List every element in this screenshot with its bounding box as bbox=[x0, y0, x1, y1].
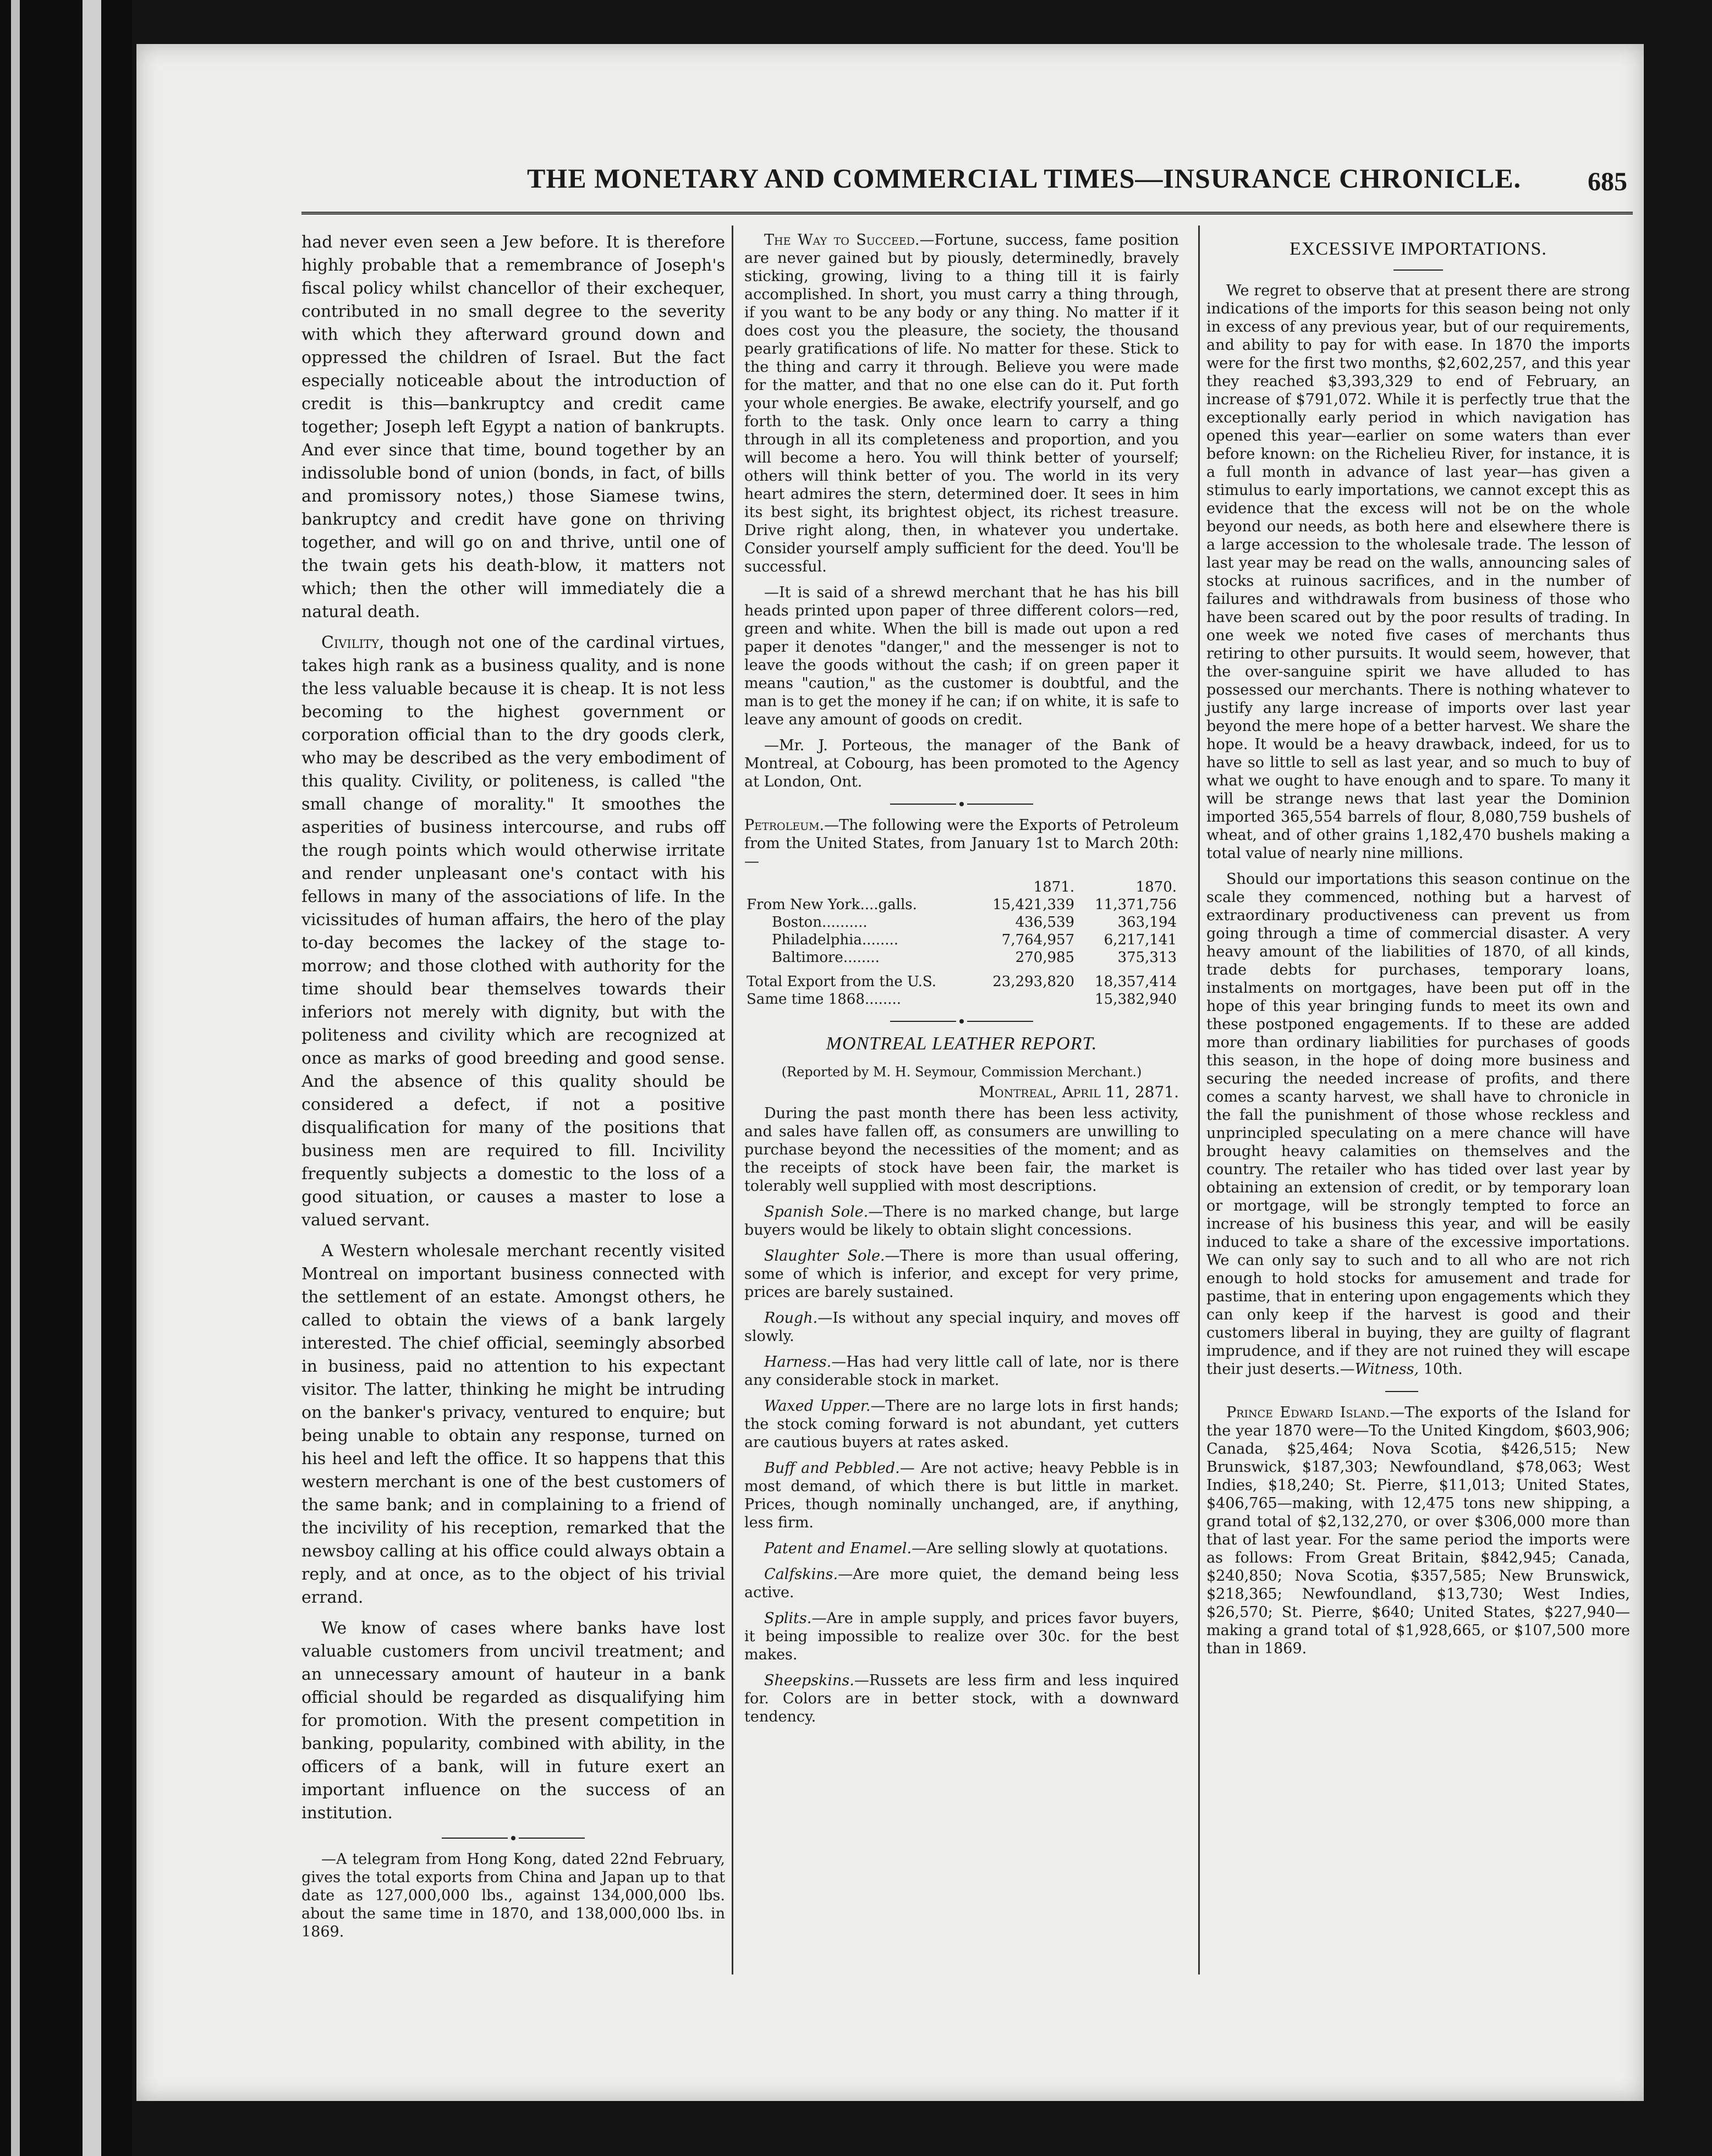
leather-item bbox=[744, 1565, 1179, 1602]
leather-item bbox=[744, 1203, 1179, 1239]
item-name: Rough. bbox=[764, 1310, 818, 1327]
section-divider bbox=[301, 1835, 725, 1840]
pei-lead: Prince Edward Island. bbox=[1226, 1404, 1390, 1421]
leather-item bbox=[744, 1539, 1179, 1558]
table-header-1870: 1870. bbox=[1135, 879, 1177, 895]
section-divider bbox=[744, 1018, 1179, 1024]
column-rule-2 bbox=[1198, 226, 1200, 1975]
item-text: —Has had very little call of late, nor is there any considerable stock in market. bbox=[744, 1354, 1179, 1389]
leather-intro: During the past month there has been less activity, and sales have fallen off, as consumers are unwilling to purchase beyond the necessities of the moment; and as the receipts of stock have been fair, the market is tolerably well supplied with most descriptions. bbox=[744, 1105, 1179, 1195]
row-label: Boston.......... bbox=[772, 914, 868, 931]
row-value-1871: 7,764,957 bbox=[1001, 932, 1075, 948]
article-western-merchant: A Western wholesale merchant recently visited Montreal on important business connected with the settlement of an estate. Amongst others, he called to obtain the views of a bank largely interested. The chief official, seemingly absorbed in business, paid no attention to his expectant visitor. The latter, thinking he might be intruding on the banker's privacy, ventured to enquire; but being unable to obtain any response, turned on his heel and left the office. It so happens that this western merchant is one of the best customers of the same bank; and in complaining to a friend of the incivility of his reception, remarked that the newsboy calling at his office could always obtain a reply, and at once, as to the object of his trivial errand. bbox=[301, 1241, 725, 1607]
importations-paragraph-2 bbox=[1206, 870, 1630, 1378]
article-bank-customers: We know of cases where banks have lost valuable customers from uncivil treatment; and an unnecessary amount of hauteur in a bank official should be regarded as disqualifying him for promotion. With the present competition in banking, popularity, combined with ability, in the officers of a bank, will in future exert an important influence on the success of an institution. bbox=[301, 1619, 725, 1823]
total-1871: 23,293,820 bbox=[992, 974, 1075, 990]
succeed-lead: The Way to Succeed. bbox=[764, 232, 920, 249]
table-row bbox=[744, 991, 1179, 1008]
leather-reporter: (Reported by M. H. Seymour, Commission Merchant.) bbox=[781, 1064, 1142, 1080]
column-rule-1 bbox=[732, 226, 733, 1975]
civility-lead: Civility, bbox=[321, 633, 385, 652]
item-name: Sheepskins. bbox=[764, 1672, 854, 1689]
total-1870: 18,357,414 bbox=[1095, 974, 1177, 990]
leather-item bbox=[744, 1609, 1179, 1664]
item-name: Waxed Upper. bbox=[764, 1398, 871, 1415]
row-value-1871: 270,985 bbox=[1015, 949, 1075, 966]
leather-item bbox=[744, 1247, 1179, 1301]
column-right bbox=[1206, 231, 1630, 2101]
item-text: —There is no marked change, but large buyers would be likely to obtain slight concessions. bbox=[744, 1203, 1179, 1239]
row-value-1870: 6,217,141 bbox=[1104, 932, 1177, 948]
row-value-1871: 436,539 bbox=[1015, 914, 1075, 931]
section-divider bbox=[1206, 1388, 1630, 1394]
petroleum-intro: —The following were the Exports of Petroleum from the United States, from January 1st to March 20th:— bbox=[744, 817, 1179, 870]
same-time-label: Same time 1868........ bbox=[747, 991, 901, 1008]
row-value-1870: 363,194 bbox=[1117, 914, 1177, 931]
same-time-value: 15,382,940 bbox=[1095, 991, 1177, 1008]
row-value-1870: 11,371,756 bbox=[1095, 897, 1177, 913]
leather-report-title: MONTREAL LEATHER REPORT. bbox=[826, 1033, 1098, 1054]
article-porteous: —Mr. J. Porteous, the manager of the Bank of Montreal, at Cobourg, has been promoted to the Agency at London, Ont. bbox=[744, 737, 1179, 790]
article-civility bbox=[301, 631, 725, 1232]
article-prince-edward-island bbox=[1206, 1404, 1630, 1658]
item-name: Harness. bbox=[764, 1354, 832, 1371]
table-row bbox=[744, 914, 1179, 931]
section-divider bbox=[744, 801, 1179, 806]
pei-text: —The exports of the Island for the year 1870 were—To the United Kingdom, $603,906; Canada, $25,464; Nova Scotia, $426,515; New Brunswick, $187,303; Newfoundland, $78,063; West Indies, $18,240; St. Pierre, $11,013; United States, $406,765—making, with 12,475 tons new shipping, a grand total of $2,132,270, or over $306,000 more than that of last year. For the same period the imports were as follows: From Great Britain, $842,945; Canada, $240,850; Nova Scotia, $357,585; New Brunswick, $218,365; Newfoundland, $13,730; West Indies, $26,570; St. Pierre, $640; United States, $227,940—making a grand total of $1,928,665, or $107,500 more than in 1869. bbox=[1206, 1404, 1630, 1657]
row-label: Baltimore........ bbox=[772, 949, 880, 966]
page-number: 685 bbox=[1588, 167, 1627, 196]
leather-item bbox=[744, 1309, 1179, 1345]
item-text: —Is without any special inquiry, and moves off slowly. bbox=[744, 1310, 1179, 1345]
row-value-1871: 15,421,339 bbox=[992, 897, 1075, 913]
petroleum-table bbox=[744, 878, 1179, 1008]
item-text: —Are more quiet, the demand being less active. bbox=[744, 1566, 1179, 1601]
title-rule bbox=[1393, 270, 1443, 271]
item-name: Patent and Enamel. bbox=[764, 1540, 912, 1557]
table-row bbox=[744, 949, 1179, 966]
film-edge-outer bbox=[11, 0, 20, 2156]
page-header bbox=[153, 162, 1627, 201]
civility-text: though not one of the cardinal virtues, takes high rank as a business quality, and is none the less valuable because it is cheap. It is not less becoming to the highest government or corporation official than to the dry goods clerk, who may be described as the very embodiment of this quality. Civility, or politeness, is called "the small change of morality." It smoothes the asperities of business intercourse, and rubs off the rough points which would otherwise irritate and render unpleasant one's contact with his fellows in many of the associations of life. In the vicissitudes of human affairs, the hero of the play to-day becomes the lackey of the stage to-morrow; and those clothed with authority for the time should bear themselves towards their inferiors not merely with dignity, but with the politeness and civility which are recognized at once as marks of good breeding and good sense. And the absence of this quality should be considered a defect, if not a positive disqualification for many of the positions that business men are required to fill. Incivility frequently subjects a domestic to the loss of a good situation, or causes a master to lose a valued servant. bbox=[301, 633, 725, 1230]
article-way-to-succeed bbox=[744, 231, 1179, 576]
article-shrewd-merchant: —It is said of a shrewd merchant that he has his bill heads printed upon paper of three different colors—red, green and white. When the bill is made out upon a red paper it denotes "danger," and the messenger is not to leave the goods without the cash; if on green paper it means "caution," as the customer is doubtful, and the man is to get the money if he can; if on white, it is safe to leave any amount of goods on credit. bbox=[744, 584, 1179, 728]
importations-source: Witness, bbox=[1354, 1361, 1419, 1378]
header-rule bbox=[301, 212, 1633, 218]
item-text: —There is more than usual offering, some of which is inferior, and except for very prime, prices are barely sustained. bbox=[744, 1247, 1179, 1301]
article-hong-kong-telegram: —A telegram from Hong Kong, dated 22nd February, gives the total exports from China and Japan up to that date as 127,000,000 lbs., against 134,000,000 lbs. about the same time in 1870, and 138,000,000 lbs. in 1869. bbox=[301, 1851, 725, 1940]
item-name: Spanish Sole. bbox=[764, 1203, 869, 1220]
table-header-row bbox=[744, 878, 1179, 896]
item-text: — Are not active; heavy Pebble is in most demand, of which there is but little in market. Prices, though nominally unchanged, are, if anything, less firm. bbox=[744, 1460, 1179, 1531]
table-row bbox=[744, 931, 1179, 949]
item-text: —Are selling slowly at quotations. bbox=[912, 1540, 1168, 1557]
film-margin bbox=[0, 0, 132, 2156]
newspaper-page bbox=[136, 44, 1644, 2101]
leather-item bbox=[744, 1671, 1179, 1726]
table-total-row bbox=[744, 966, 1179, 991]
leather-item bbox=[744, 1459, 1179, 1532]
film-edge bbox=[83, 0, 101, 2156]
article-credit-paragraph: had never even seen a Jew before. It is therefore highly probable that a remembrance of Joseph's fiscal policy whilst chancellor of their exchequer, contributed in no small degree to the severity with which they afterward ground down and oppressed the children of Israel. But the fact especially noticeable about the introduction of credit is this—bankruptcy and credit came together; Joseph left Egypt a nation of bankrupts. And ever since that time, bound together by an indissoluble bond of union (bonds, in fact, of bills and promissory notes,) those Siamese twins, bankruptcy and credit have gone on thriving together, and will go on and thrive, until one of the twain gets his death-blow, it matters not which; then the other will immediately die a natural death. bbox=[301, 233, 725, 622]
item-text: —Russets are less firm and less inquired for. Colors are in better stock, with a downward tendency. bbox=[744, 1672, 1179, 1725]
petroleum-lead: Petroleum. bbox=[744, 817, 825, 834]
excessive-importations-title: EXCESSIVE IMPORTATIONS. bbox=[1290, 239, 1547, 259]
total-label: Total Export from the U.S. bbox=[747, 974, 936, 990]
leather-item bbox=[744, 1397, 1179, 1451]
leather-item bbox=[744, 1353, 1179, 1389]
importations-paragraph-1: We regret to observe that at present there are strong indications of the imports for this season being not only in excess of any previous year, but of our requirements, and ability to pay for with ease. In 1870 the imports were for the first two months, $2,602,257, and this year they reached $3,393,329 to end of February, an increase of $791,072. While it is perfectly true that the exceptionally early period in which navigation has opened this year—earlier on some waters than ever before known: on the Richelieu River, for instance, it is a full month in advance of last year—has given a stimulus to early importations, we cannot except this as evidence that the excess will not be on the whole beyond our needs, as both here and elsewhere there is a large accession to the wholesale trade. The lesson of last year may be read on the walls, announcing sales of stocks at ruinous sacrifices, and in the number of failures and withdrawals from business of those who have been scared out by the poor results of trading. In one week we noted five cases of merchants thus retiring to other pursuits. It would seem, however, that the over-sanguine spirit we have alluded to has possessed our merchants. There is nothing whatever to justify any large increase of imports over last year beyond the mere hope of a better harvest. We share the hope. It would be a heavy drawback, indeed, for us to have so little to sell as last year, and so much to buy of what we ought to have enough and to spare. To many it will be strange news that last year the Dominion imported 365,554 barrels of flour, 8,080,759 bushels of wheat, and of other grains 1,182,470 bushels making a total value of nearly nine millions. bbox=[1206, 282, 1630, 862]
importations-text: Should our importations this season continue on the scale they commenced, nothing but a harvest of extraordinary productiveness can prevent us from going through a time of commercial disaster. A very heavy amount of the liabilities of 1870, of all kinds, trade debts for purchases, temporary loans, instalments on mortgages, have been put off in the hope of this year bringing funds to meet its own and these postponed engagements. If to these are added more than ordinary liabilities for purchases of goods this season, in the hope of doing more business and securing the needed increase of profits, and there comes a scanty harvest, we shall have to chronicle in the fall the punishment of those whose reckless and unprincipled speculating on a mere chance will have brought heavy calamities on themselves and the country. The retailer who has tided over last year by obtaining an extension of credit, or by temporary loan or mortgage, will be strongly tempted to force an increase of his business this year, and will be easily induced to take a share of the excessive importations. We can only say to such and to all who are not rich enough to hold stocks for amusement and trade for pastime, that in entering upon engagements which they can only keep if the harvest is good and their customers liberal in buying, they are guilty of flagrant imprudence, and if they are not ruined they will escape their just deserts.— bbox=[1206, 871, 1630, 1378]
masthead-title: THE MONETARY AND COMMERCIAL TIMES—INSURANCE CHRONICLE. bbox=[527, 163, 1522, 194]
table-header-1871: 1871. bbox=[1033, 879, 1075, 895]
row-label: From New York....galls. bbox=[747, 897, 917, 913]
leather-dateline: Montreal, April 11, 2871. bbox=[979, 1083, 1179, 1101]
item-text: —There are no large lots in first hands; the stock coming forward is not abundant, yet cutters are cautious buyers at rates asked. bbox=[744, 1398, 1179, 1451]
succeed-text: —Fortune, success, fame position are never gained but by piously, determinedly, bravely sticking, growing, living to a thing till it is fairly accomplished. In short, you must carry a thing through, if you want to be any body or any thing. No matter if it does cost you the pleasure, the society, the thousand pearly gratifications of life. No matter for these. Stick to the thing and carry it through. Believe you were made for the matter, and that no one else can do it. Put forth your whole energies. Be awake, electrify yourself, and go forth to the task. Only once learn to carry a thing through in all its completeness and proportion, and you will become a hero. You will think better of yourself; others will think better of you. The world in its very heart admires the stern, determined doer. It sees in him its best sight, its brightest object, its richest treasure. Drive right along, then, in whatever you undertake. Consider yourself amply sufficient for the deed. You'll be successful. bbox=[744, 232, 1179, 575]
row-label: Philadelphia........ bbox=[772, 932, 899, 948]
item-name: Slaughter Sole. bbox=[764, 1247, 885, 1264]
article-petroleum bbox=[744, 816, 1179, 871]
item-name: Splits. bbox=[764, 1610, 812, 1627]
item-text: —Are in ample supply, and prices favor buyers, it being impossible to realize over 30c. for the best makes. bbox=[744, 1610, 1179, 1663]
row-value-1870: 375,313 bbox=[1117, 949, 1177, 966]
item-name: Calfskins. bbox=[764, 1566, 838, 1583]
column-left bbox=[301, 231, 725, 1940]
table-row bbox=[744, 896, 1179, 914]
column-middle bbox=[744, 231, 1179, 2101]
importations-date: 10th. bbox=[1419, 1361, 1463, 1378]
item-name: Buff and Pebbled. bbox=[764, 1460, 900, 1477]
